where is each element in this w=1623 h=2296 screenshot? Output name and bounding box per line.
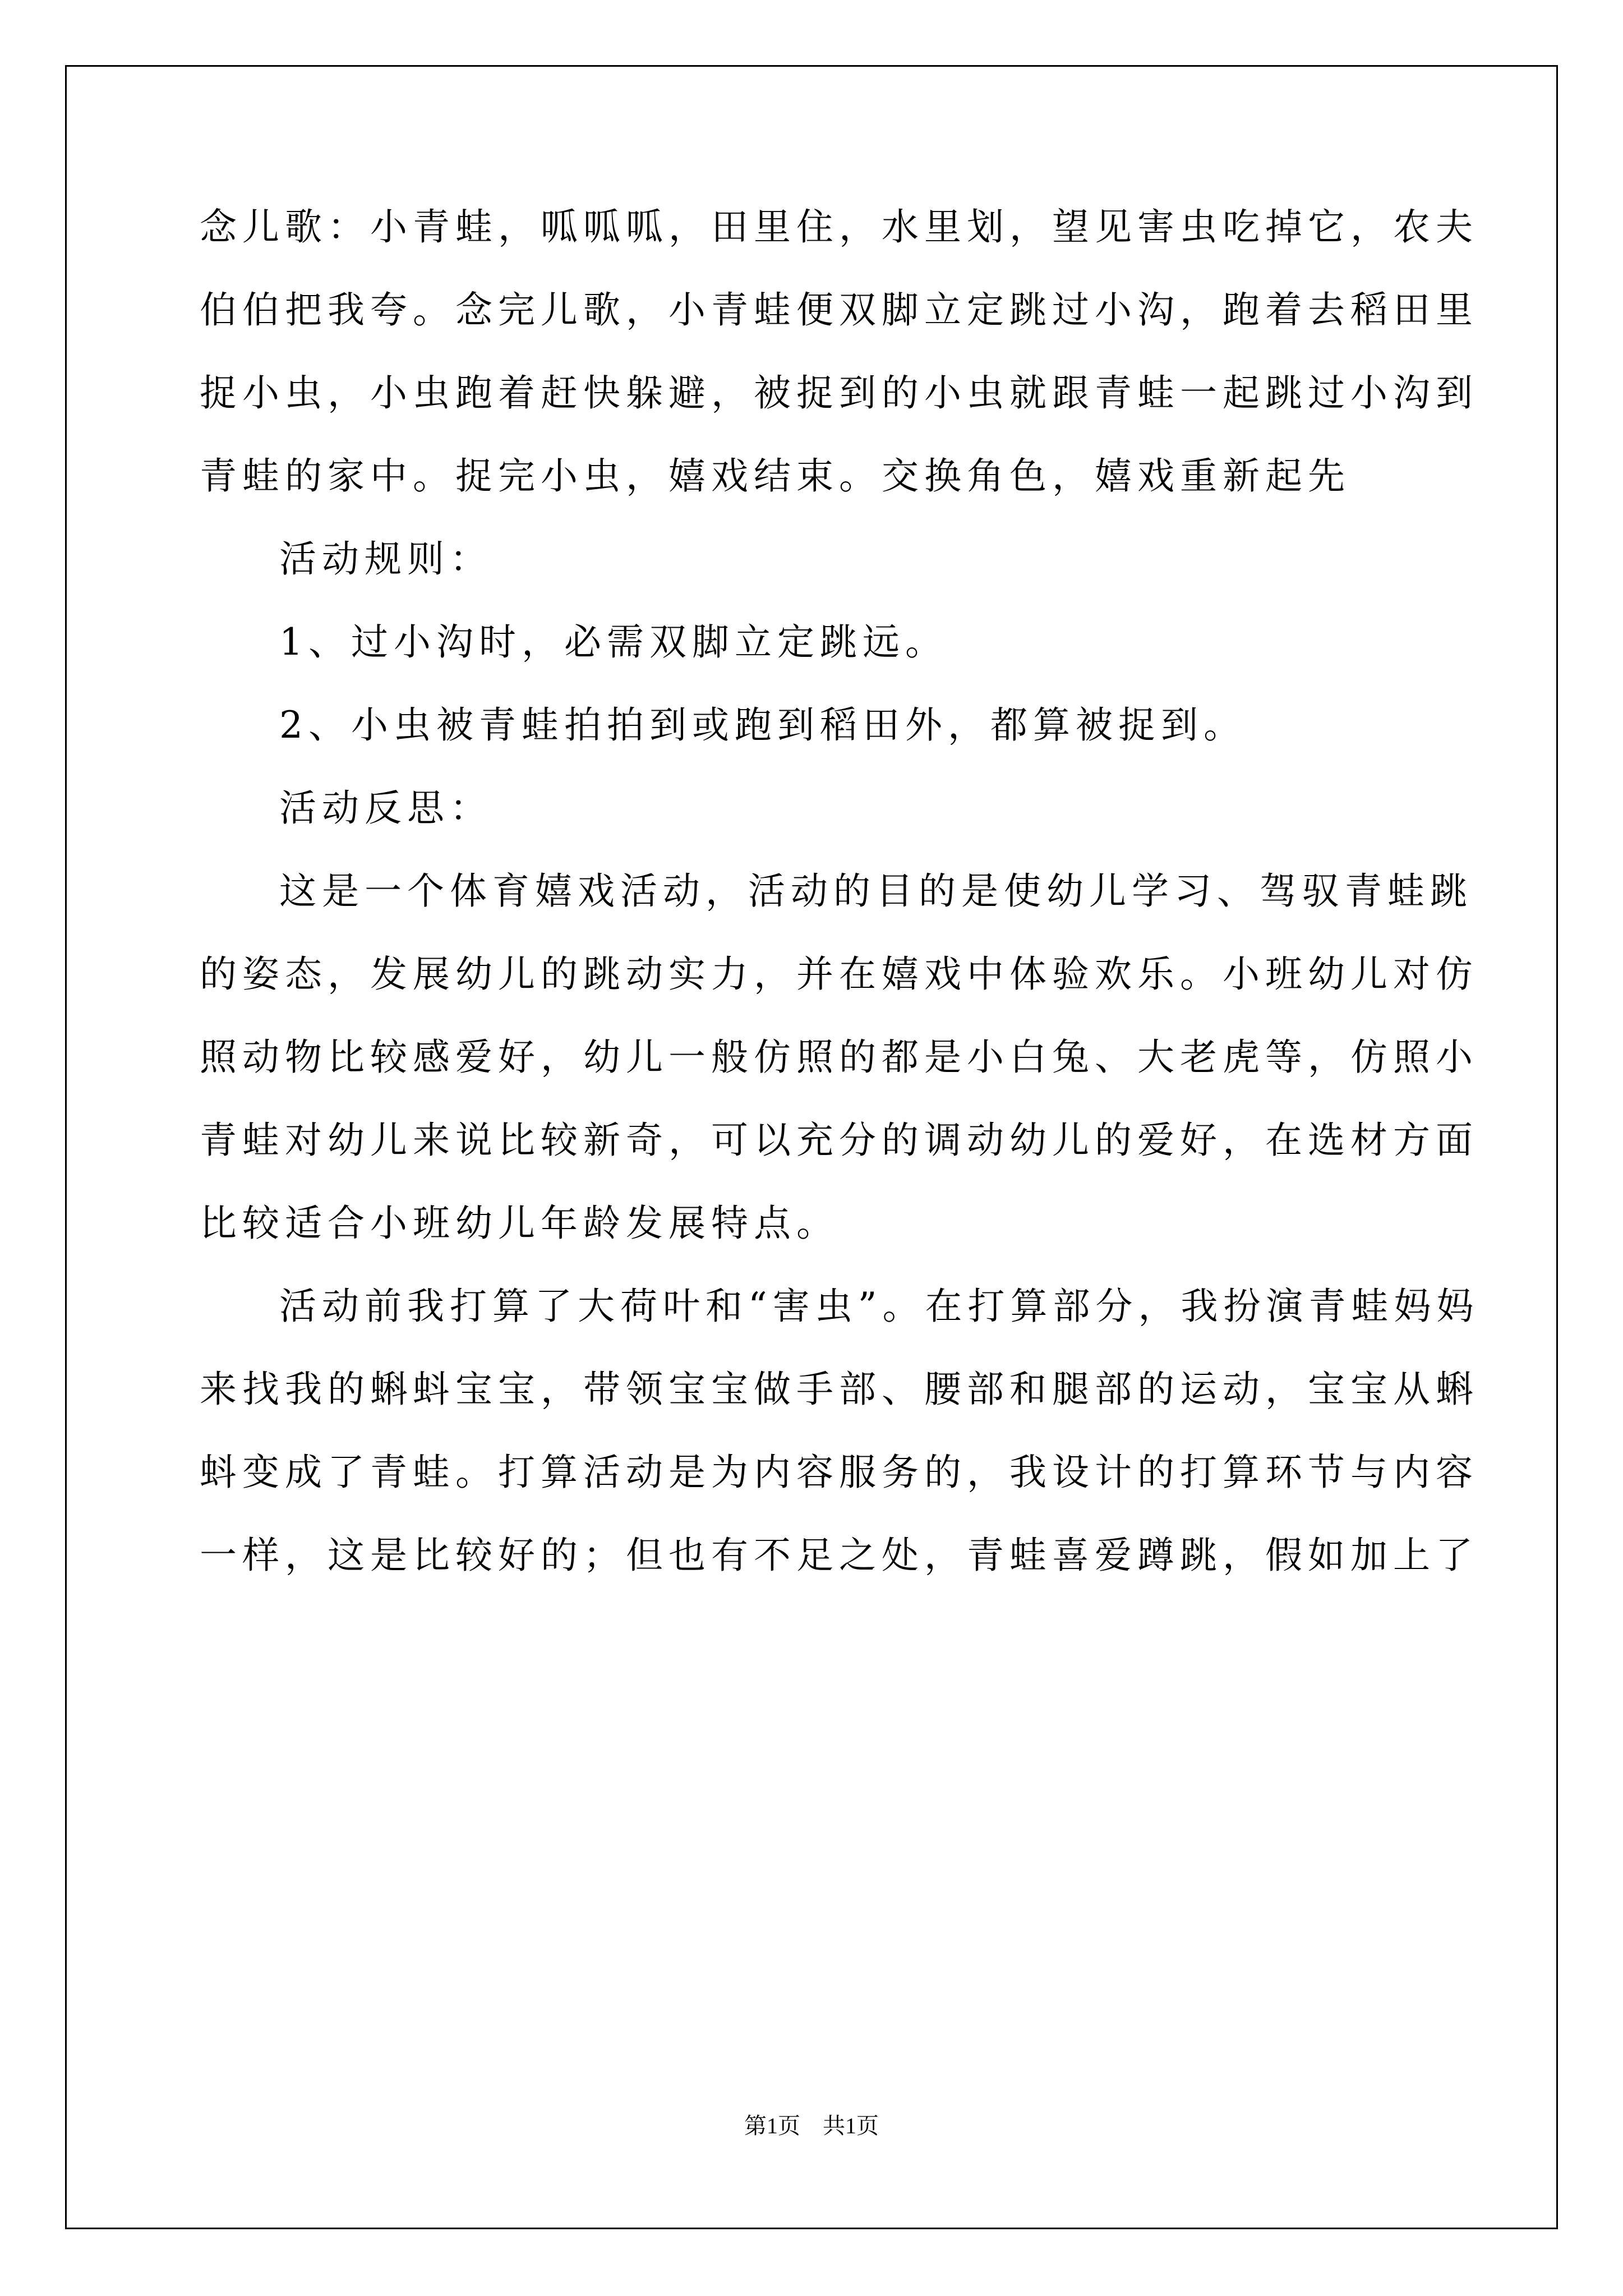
paragraph-line: 比较适合小班幼儿年龄发展特点。 [200, 1202, 839, 1245]
paragraph-line: 蚪变成了青蛙。打算活动是为内容服务的，我设计的打算环节与内容 [200, 1451, 1478, 1494]
page-footer: 第1页 共1页 [744, 2113, 879, 2138]
text-line: 青蛙的家中。捉完小虫，嬉戏结束。交换角色，嬉戏重新起先 [200, 454, 1350, 498]
paragraph-line: 照动物比较感爱好，幼儿一般仿照的都是小白兔、大老虎等，仿照小 [200, 1036, 1478, 1079]
paragraph-line: 一样，这是比较好的；但也有不足之处，青蛙喜爱蹲跳，假如加上了 [200, 1534, 1478, 1577]
paragraph-line: 的姿态，发展幼儿的跳动实力，并在嬉戏中体验欢乐。小班幼儿对仿 [200, 953, 1478, 996]
text-line: 伯伯把我夸。念完儿歌，小青蛙便双脚立定跳过小沟，跑着去稻田里 [200, 288, 1478, 332]
paragraph-line: 活动前我打算了大荷叶和“害虫”。在打算部分，我扮演青蛙妈妈 [279, 1285, 1479, 1328]
paragraph-line: 这是一个体育嬉戏活动，活动的目的是使幼儿学习、驾驭青蛙跳 [279, 869, 1473, 913]
rule-item-2: 2、小虫被青蛙拍拍到或跑到稻田外，都算被捉到。 [279, 703, 1246, 747]
text-line: 念儿歌：小青蛙，呱呱呱，田里住，水里划，望见害虫吃掉它，农夫 [200, 205, 1478, 249]
text-line: 捉小虫，小虫跑着赶快躲避，被捉到的小虫就跟青蛙一起跳过小沟到 [200, 371, 1478, 415]
section-heading-rules: 活动规则： [279, 537, 492, 581]
paragraph-line: 青蛙对幼儿来说比较新奇，可以充分的调动幼儿的爱好，在选材方面 [200, 1119, 1478, 1162]
rule-item-1: 1、过小沟时，必需双脚立定跳远。 [279, 620, 948, 664]
section-heading-reflection: 活动反思： [279, 786, 492, 830]
paragraph-line: 来找我的蝌蚪宝宝，带领宝宝做手部、腰部和腿部的运动，宝宝从蝌 [200, 1368, 1478, 1411]
